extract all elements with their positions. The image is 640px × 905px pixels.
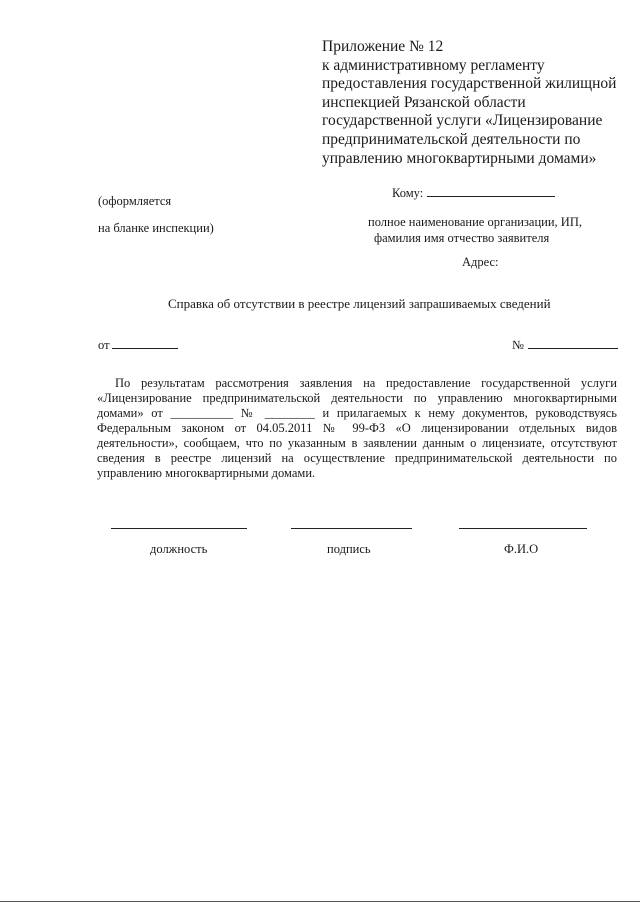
date-field[interactable] [112,338,178,349]
number-label: № [512,338,524,352]
body-line: По результатам рассмотрения заявления на предоставление государственной услуги [115,376,617,390]
appendix-line: к административному регламенту [322,56,545,74]
number-field[interactable] [528,338,618,349]
body-text [97,376,617,481]
recipient-caption-line2: фамилия имя отчество заявителя [374,231,550,245]
appendix-header [322,38,616,168]
letterhead-note-line2: на бланке инспекции) [98,221,214,235]
name-signature-line[interactable] [459,528,587,529]
recipient-to-field[interactable] [427,186,555,197]
name-label: Ф.И.О [504,542,539,556]
body-line: управлению многоквартирными домами. [97,466,316,480]
document-title: Справка об отсутствии в реестре лицензий запрашиваемых сведений [168,296,551,311]
body-line: сведения в реестре лицензий на осуществление предпринимательской деятельности по [97,451,617,465]
body-line: деятельности», сообщаем, что по указанным в заявлении данным о лицензиате, отсутствуют [97,436,617,450]
body-line: домами» от __________ № ________ и прилагаемых к нему документов, руководствуясь [97,406,617,420]
appendix-line: предпринимательской деятельности по [322,130,581,148]
appendix-line: Приложение № 12 [322,38,444,55]
recipient-to [392,186,555,201]
document-number [512,338,618,353]
appendix-line: предоставления государственной жилищной [322,75,617,93]
date-label: от [98,338,110,352]
document-date [98,338,178,353]
letterhead-note-line1: (оформляется [98,194,172,208]
appendix-line: инспекцией Рязанской области [322,93,526,111]
position-label: должность [150,542,208,556]
signature-label: подпись [327,542,371,556]
recipient-to-label: Кому: [392,186,424,200]
appendix-line: государственной услуги «Лицензирование [322,112,603,130]
recipient-caption-line1: полное наименование организации, ИП, [368,215,582,229]
signature-line[interactable] [291,528,412,529]
position-signature-line[interactable] [111,528,247,529]
appendix-line: управлению многоквартирными домами» [322,149,597,167]
body-line: «Лицензирование предпринимательской деятельности по управлению многоквартирными [97,391,617,405]
body-line: Федеральным законом от 04.05.2011 № 99-ФЗ «О лицензировании отдельных видов [97,421,617,435]
page-bottom-divider [0,901,640,902]
recipient-address-label: Адрес: [462,255,499,269]
